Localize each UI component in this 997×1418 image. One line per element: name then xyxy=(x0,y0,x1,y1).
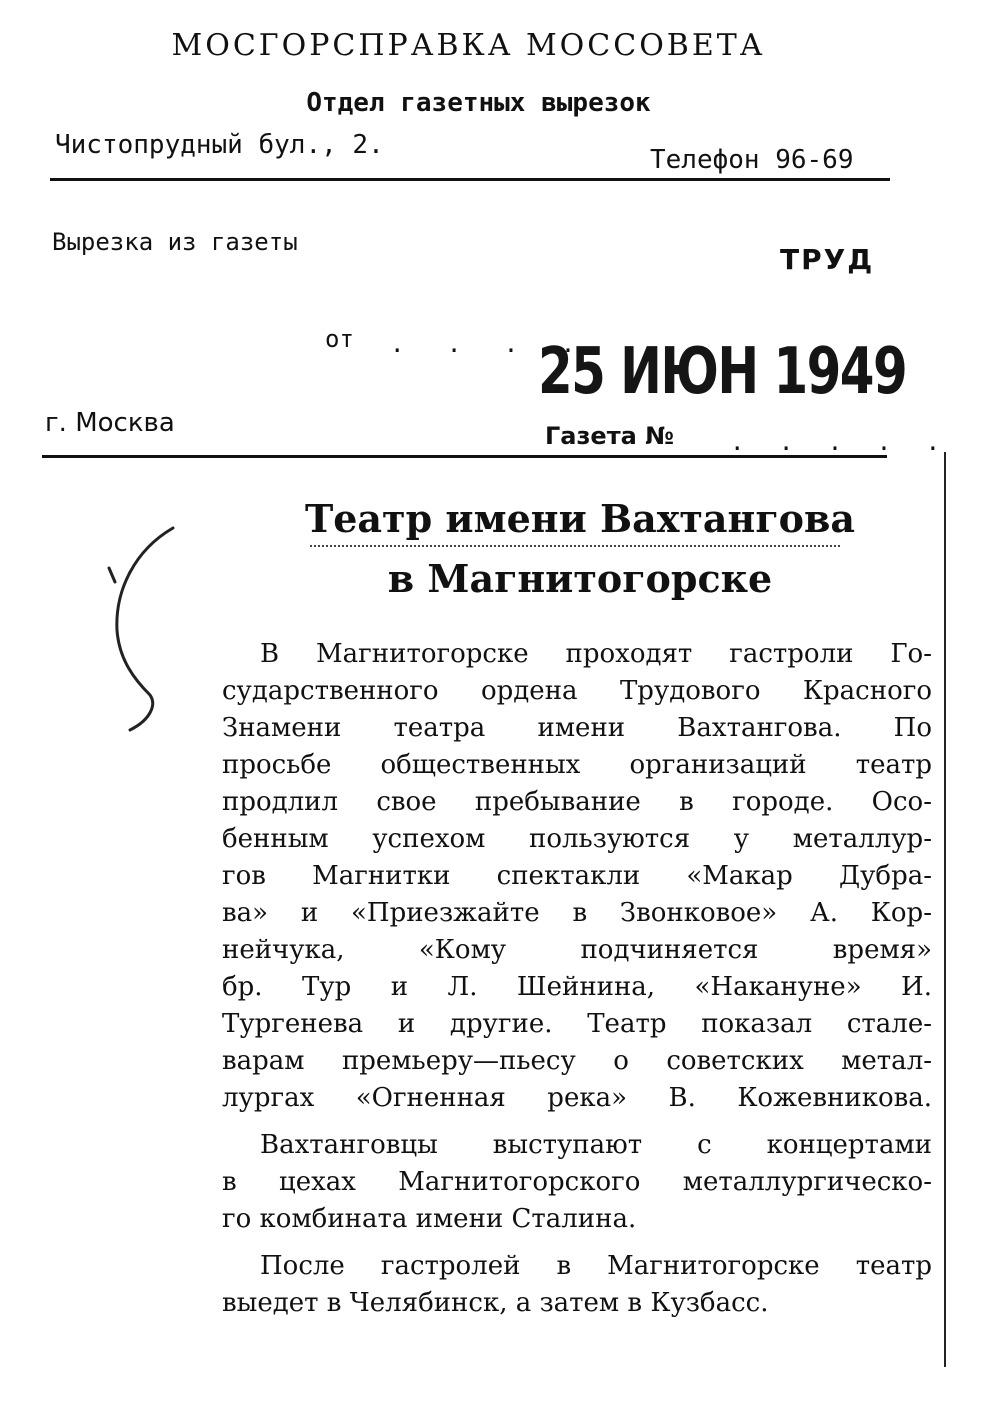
article-line: бенным успехом пользуются у металлур- xyxy=(222,824,932,854)
gazeta-number-dots: . . . . . xyxy=(730,428,951,456)
article-headline-line2: в Магнитогорске xyxy=(387,556,773,601)
article-line: После гастролей в Магнитогорске театр xyxy=(260,1251,932,1281)
city-label: г. Москва xyxy=(45,408,175,438)
article-line: продлил свое пребывание в городе. Осо- xyxy=(222,787,932,817)
headline-dotted-rule xyxy=(310,545,840,547)
date-stamp: 25 ИЮН 1949 xyxy=(538,335,907,409)
article-body xyxy=(222,636,932,1322)
article-line: выедет в Челябинск, а затем в Кузбасс. xyxy=(222,1288,769,1318)
article-line: просьбе общественных организаций театр xyxy=(222,750,932,780)
article-line: Вахтанговцы выступают с концертами xyxy=(260,1130,932,1160)
header-divider xyxy=(50,178,890,181)
from-dots: . . . . xyxy=(390,330,590,358)
from-label: от xyxy=(325,325,354,353)
department-title: Отдел газетных вырезок xyxy=(306,88,651,118)
article-line: варам премьеру—пьесу о советских метал- xyxy=(222,1046,932,1076)
article-line: бр. Тур и Л. Шейнина, «Накануне» И. xyxy=(222,972,932,1002)
clipping-label: Вырезка из газеты xyxy=(52,228,298,256)
newspaper-name: ТРУД xyxy=(780,243,875,276)
organization-title: МОСГОРСПРАВКА МОССОВЕТА xyxy=(171,28,766,63)
clipping-edge-line xyxy=(944,452,946,1367)
article-line: го комбината имени Сталина. xyxy=(222,1204,637,1234)
article-line: В Магнитогорске проходят гастроли Го- xyxy=(260,639,932,669)
article-line: Тургенева и другие. Театр показал стале- xyxy=(222,1009,932,1039)
clipping-divider xyxy=(42,455,887,458)
paragraph-gap xyxy=(222,1117,932,1127)
article-line: ва» и «Приезжайте в Звонковое» А. Кор- xyxy=(222,898,932,928)
article-line: Знамени театра имени Вахтангова. По xyxy=(222,713,932,743)
paragraph-gap xyxy=(222,1238,932,1248)
article-line: нейчука, «Кому подчиняется время» xyxy=(222,935,932,965)
gazeta-number-label: Газета № xyxy=(545,422,675,450)
phone-number: Телефон 96-69 xyxy=(650,145,854,175)
article-headline-line1: Театр имени Вахтангова xyxy=(304,496,856,541)
handwritten-mark xyxy=(95,520,205,750)
article-line: сударственного ордена Трудового Красного xyxy=(222,676,932,706)
address: Чистопрудный бул., 2. xyxy=(55,130,384,160)
article-line: лургах «Огненная река» В. Кожевникова. xyxy=(222,1083,932,1113)
article-line: гов Магнитки спектакли «Макар Дубра- xyxy=(222,861,932,891)
article-line: в цехах Магнитогорского металлургическо- xyxy=(222,1167,932,1197)
